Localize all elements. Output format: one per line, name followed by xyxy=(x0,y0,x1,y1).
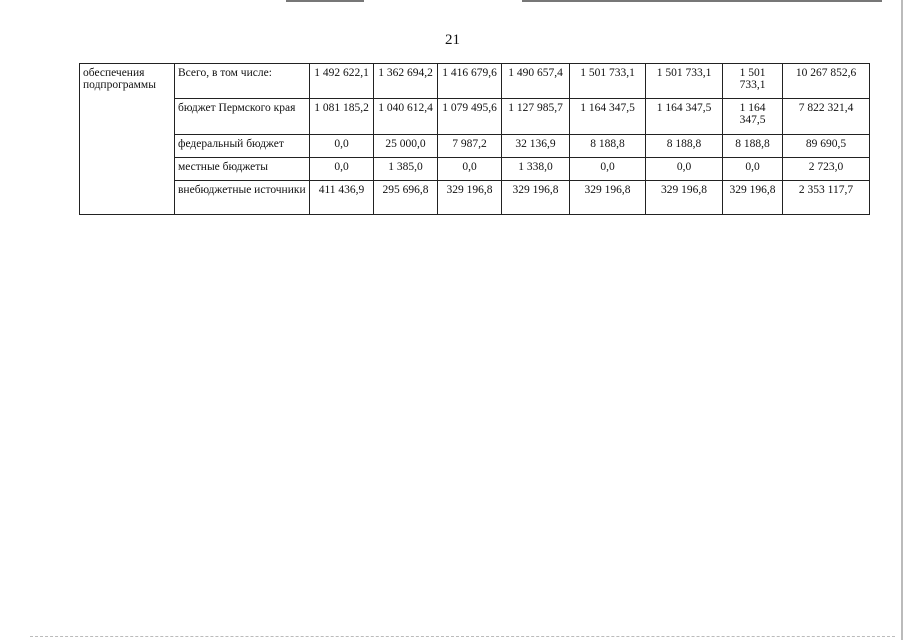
value-cell: 1 040 612,4 xyxy=(374,99,438,135)
page-number: 21 xyxy=(445,32,460,48)
value-cell: 7 987,2 xyxy=(438,135,502,158)
row-label: местные бюджеты xyxy=(175,158,310,181)
value-cell: 1 501 733,1 xyxy=(723,64,783,99)
total-cell: 2 723,0 xyxy=(783,158,870,181)
value-cell: 0,0 xyxy=(646,158,723,181)
value-cell: 0,0 xyxy=(310,135,374,158)
total-cell: 89 690,5 xyxy=(783,135,870,158)
scan-top-line xyxy=(522,0,882,2)
value-cell: 1 338,0 xyxy=(502,158,570,181)
value-cell: 1 416 679,6 xyxy=(438,64,502,99)
value-cell: 1 081 185,2 xyxy=(310,99,374,135)
value-cell: 0,0 xyxy=(438,158,502,181)
table-row xyxy=(80,99,870,135)
value-cell: 329 196,8 xyxy=(502,181,570,215)
value-cell: 0,0 xyxy=(723,158,783,181)
table-row xyxy=(80,181,870,215)
row-label: Всего, в том числе: xyxy=(175,64,310,99)
value-cell: 295 696,8 xyxy=(374,181,438,215)
scan-top-line xyxy=(286,0,364,2)
table-row xyxy=(80,135,870,158)
value-cell: 8 188,8 xyxy=(570,135,646,158)
value-cell: 1 079 495,6 xyxy=(438,99,502,135)
value-cell: 329 196,8 xyxy=(646,181,723,215)
value-cell: 1 164 347,5 xyxy=(646,99,723,135)
value-cell: 1 492 622,1 xyxy=(310,64,374,99)
value-cell: 1 501 733,1 xyxy=(646,64,723,99)
value-cell: 0,0 xyxy=(570,158,646,181)
value-cell: 25 000,0 xyxy=(374,135,438,158)
value-cell: 0,0 xyxy=(310,158,374,181)
value-cell: 1 362 694,2 xyxy=(374,64,438,99)
budget-table xyxy=(79,63,870,215)
value-cell: 329 196,8 xyxy=(570,181,646,215)
row-label: федеральный бюджет xyxy=(175,135,310,158)
total-cell: 2 353 117,7 xyxy=(783,181,870,215)
total-cell: 10 267 852,6 xyxy=(783,64,870,99)
value-cell: 1 164 347,5 xyxy=(723,99,783,135)
value-cell: 1 164 347,5 xyxy=(570,99,646,135)
table-row xyxy=(80,64,870,99)
value-cell: 1 501 733,1 xyxy=(570,64,646,99)
value-cell: 329 196,8 xyxy=(438,181,502,215)
value-cell: 411 436,9 xyxy=(310,181,374,215)
value-cell: 1 490 657,4 xyxy=(502,64,570,99)
value-cell: 32 136,9 xyxy=(502,135,570,158)
value-cell: 8 188,8 xyxy=(723,135,783,158)
total-cell: 7 822 321,4 xyxy=(783,99,870,135)
row-label: внебюджетные источники xyxy=(175,181,310,215)
value-cell: 1 127 985,7 xyxy=(502,99,570,135)
row-label: бюджет Пермского края xyxy=(175,99,310,135)
scan-bottom-edge xyxy=(30,635,895,637)
value-cell: 1 385,0 xyxy=(374,158,438,181)
value-cell: 8 188,8 xyxy=(646,135,723,158)
scan-edge xyxy=(901,0,903,640)
section-label-cell: обеспечения подпрограммы xyxy=(80,64,175,215)
value-cell: 329 196,8 xyxy=(723,181,783,215)
table-row xyxy=(80,158,870,181)
